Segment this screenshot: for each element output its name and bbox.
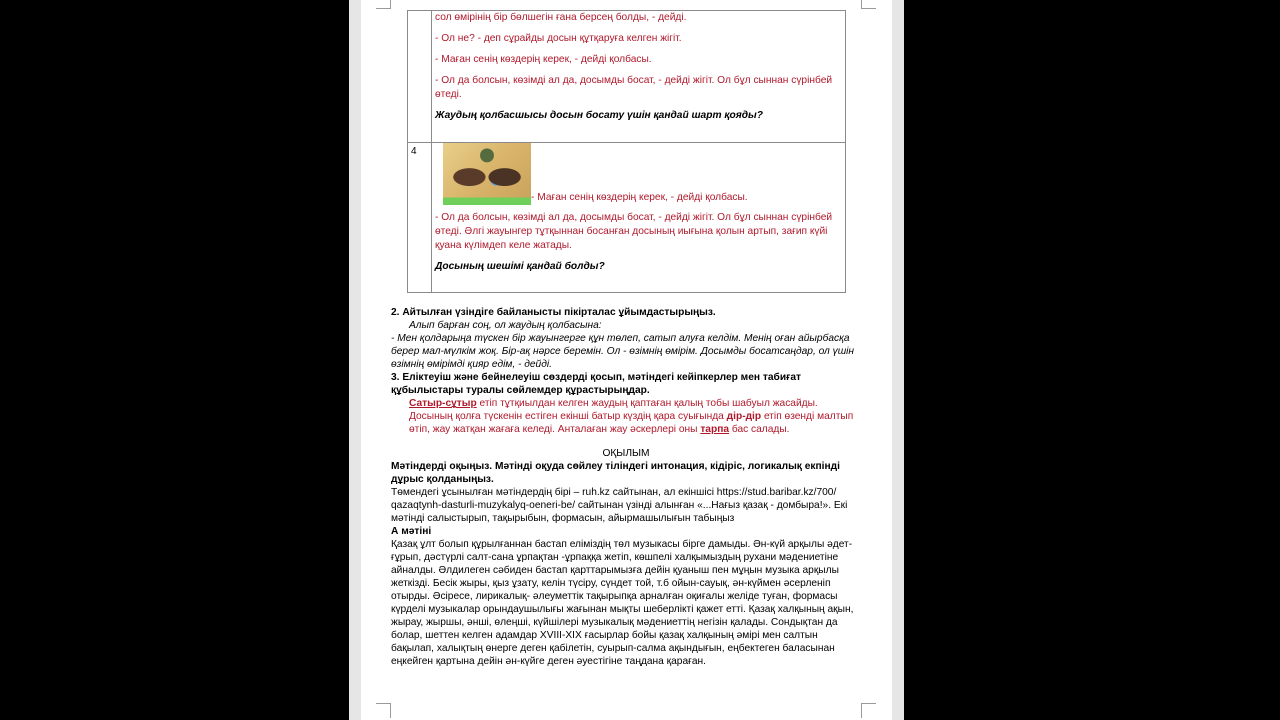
answer-text: етіп тұтқиылдан келген жаудың қаптаған қалың тобы шабуыл жасайды. Досының қолға түскенін естіген екінші батыр күздің қара суығында [409, 398, 818, 422]
image-caption-line [435, 143, 841, 205]
row-content [432, 143, 846, 293]
story-table [407, 10, 846, 293]
onomatopoeia-word-2: дір-дір [726, 411, 762, 422]
task-2 [391, 306, 861, 436]
crop-mark-bottom-left [376, 703, 391, 718]
crop-mark-top-left [376, 0, 391, 9]
batyrs-illustration-image [443, 143, 531, 205]
row-content [432, 11, 846, 143]
story-line: - Ол не? - деп сұрайды досын құтқаруға келген жігіт. [435, 33, 682, 44]
reading-section [391, 447, 861, 668]
task-2-intro: Алып барған соң, ол жаудың қолбасына: [409, 320, 602, 331]
viewer-right-gutter [892, 0, 904, 720]
task-2-heading: 2. Айтылған үзіндіге байланысты пікірталас ұйымдастырыңыз. [391, 307, 716, 318]
answer-text: етіп өзенді малтып өтіп, жау жатқан жағаға келеді. Анталаған жау әскерлері оны [409, 411, 854, 435]
row-number [408, 11, 432, 143]
task-2-quote: - Мен қолдарыңа түскен бір жауынгерге құн төлеп, сатып алуға келдім. Менің оған айырбасқа берер мал-мүлкім жоқ. Бір-ақ нәрсе беремін. Ол - өзімнің өмірім. Досымды босатсаңдар, ол үшін өзімнің өмірімді қияр едім, - дейді. [391, 333, 855, 370]
onomatopoeia-word-3: тарпа [700, 424, 730, 435]
row-number: 4 [408, 143, 432, 293]
task-3-heading: 3. Еліктеуіш және бейнелеуіш сөздерді қосып, мәтіндегі кейіпкерлер мен табиғат құбылыстары туралы сөйлемдер құрастырыңдар. [391, 372, 801, 396]
crop-mark-top-right [861, 0, 876, 9]
text-a-label: А мәтіні [391, 526, 432, 537]
text-a-body: Қазақ ұлт болып құрылғаннан бастап еліміздің төл музыкасы бірге дамыды. Ән-күй арқылы әдет-ғұрып, дәстүрлі салт-сана ұрпақтан -ұрпаққа жетіп, көшпелі халқымыздың рухани мәдениетіне айналды. Әлдилеген сәбиден бастап қарттарымызға дейін қуаныш пен мұңын музыка арқылы жеткізді. Бесік жыры, қыз ұзату, келін түсіру, сүндет той, т.б ойын-сауық, ән-күймен әсерленіп отырды. Әсіресе, лирикалық- әлеуметтік тақырыпқа арналған оқиғалы желіде туған, формасы күрделі музыкалар орындаушылығы жағынан мықты шеберлікті қажет етті. Қазақ халқының ақын, жырау, жыршы, әнші, өлеңші, күйшілері музыкалық мәдениеттің негізін қалады. Сондықтан да болар, шеттен келген адамдар XVIII-XIX ғасырлар бойы қазақ халқының әмірі мен салтын бақылап, халықтың өнерге деген қабілетін, суырып-салма ақындығын, еңбектеген баласынан еңкейген қартына дейін ән-күйге деген әуестігіне таңдана қараған. [391, 539, 854, 667]
crop-mark-bottom-right [861, 703, 876, 718]
document-page [361, 0, 892, 720]
story-line: - Ол да болсын, көзімді ал да, досымды босат, - дейді жігіт. Ол бұл сыннан сүрінбей өтеді. [435, 75, 833, 100]
story-line: - Маған сенің көздерің керек, - дейді қолбасы. [435, 54, 652, 65]
reading-instruction: Мәтіндерді оқыңыз. Мәтінді оқуда сөйлеу тіліндегі интонация, кідіріс, логикалық екпінді дұрыс қолданыңыз. [391, 461, 840, 485]
reading-sources: Төмендегі ұсынылған мәтіндердің бірі – ruh.kz сайтынан, ал екіншісі https://stud.baribar.kz/700/ qazaqtynh-dasturli-muzykalyq-oeneri-be/ сайтынан үзінді алынған «...Нағыз қазақ - домбыра!». Екі мәтінді салыстырып, тақырыбын, формасын, айырмашылығын табыңыз [391, 487, 848, 524]
viewer-left-gutter [349, 0, 361, 720]
caption-text: - Маған сенің көздерің керек, - дейді қолбасы. [531, 192, 748, 203]
onomatopoeia-word-1: Сатыр-сұтыр [409, 398, 477, 409]
question: Досының шешімі қандай болды? [435, 261, 605, 272]
reading-title: ОҚЫЛЫМ [602, 448, 650, 459]
question: Жаудың қолбасшысы досын босату үшін қандай шарт қояды? [435, 110, 763, 121]
story-line: сол өмірінің бір бөлшегін ғана берсең болды, - дейді. [435, 12, 687, 23]
answer-text: бас салады. [729, 424, 790, 435]
table-row [408, 11, 846, 143]
table-row [408, 143, 846, 293]
task-3-answer [391, 397, 861, 436]
story-line: - Ол да болсын, көзімді ал да, досымды босат, - дейді жігіт. Ол бұл сыннан сүрінбей өтеді. Әлгі жауынгер тұтқыннан босанған досының иығына қолын артып, зағип күйі қуана күлімдеп келе жатады. [435, 212, 833, 251]
